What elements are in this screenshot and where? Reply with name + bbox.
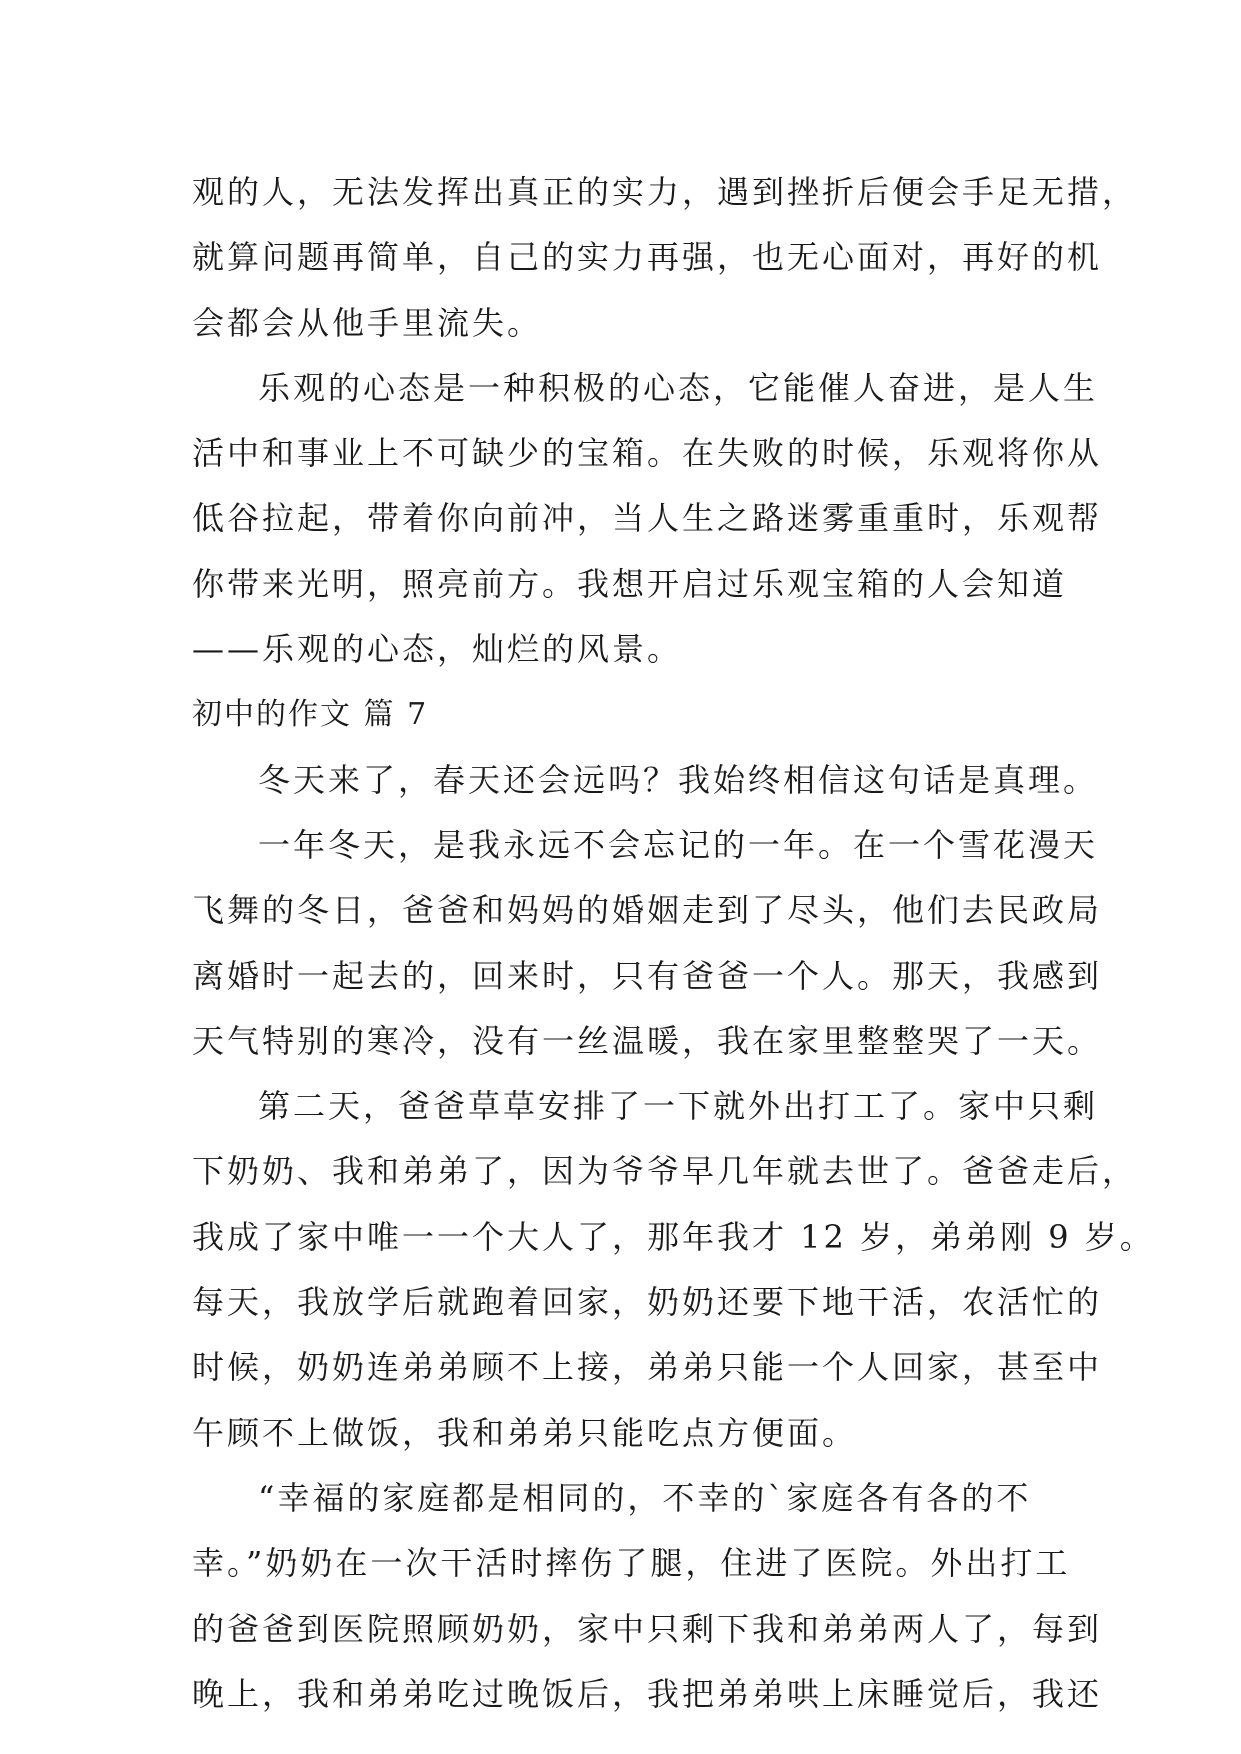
text-line: 离婚时一起去的，回来时，只有爸爸一个人。那天，我感到 [192,956,1103,995]
text-line: 会都会从他手里流失。 [192,303,543,342]
text-line: 的爸爸到医院照顾奶奶，家中只剩下我和弟弟两人了，每到 [192,1609,1103,1648]
text-line: 低谷拉起，带着你向前冲，当人生之路迷雾重重时，乐观帮 [192,499,1103,538]
text-line: 午顾不上做饭，我和弟弟只能吃点方便面。 [192,1413,858,1452]
paragraph-start-line: 冬天来了，春天还会远吗？我始终相信这句话是真理。 [258,760,1099,799]
text-line: 每天，我放学后就跑着回家，奶奶还要下地干活，农活忙的 [192,1283,1103,1322]
text-line: 活中和事业上不可缺少的宝箱。在失败的时候，乐观将你从 [192,434,1103,473]
text-line: ——乐观的心态，灿烂的风景。 [192,630,683,669]
paragraph-start-line: 第二天，爸爸草草安排了一下就外出打工了。家中只剩 [258,1087,1099,1126]
paragraph-start-line: 乐观的心态是一种积极的心态，它能催人奋进，是人生 [258,368,1099,407]
text-line: 下奶奶、我和弟弟了，因为爷爷早几年就去世了。爸爸走后， [192,1152,1138,1191]
section-heading: 初中的作文 篇 7 [192,697,429,733]
text-line: 就算问题再简单，自己的实力再强，也无心面对，再好的机 [192,238,1103,277]
paragraph-start-line: “幸福的家庭都是相同的，不幸的`家庭各有各的不 [258,1478,1032,1517]
text-line: 天气特别的寒冷，没有一丝温暖，我在家里整整哭了一天。 [192,1021,1103,1060]
text-line: 时候，奶奶连弟弟顾不上接，弟弟只能一个人回家，甚至中 [192,1348,1103,1387]
text-line: 幸。”奶奶在一次干活时摔伤了腿，住进了医院。外出打工 [192,1544,1071,1583]
text-line: 晚上，我和弟弟吃过晚饭后，我把弟弟哄上床睡觉后，我还 [192,1674,1103,1713]
text-line: 你带来光明，照亮前方。我想开启过乐观宝箱的人会知道 [192,564,1068,603]
text-line: 飞舞的冬日，爸爸和妈妈的婚姻走到了尽头，他们去民政局 [192,891,1103,930]
document-body [192,160,1155,1727]
paragraph-start-line: 一年冬天，是我永远不会忘记的一年。在一个雪花漫天 [258,825,1099,864]
text-line: 观的人，无法发挥出真正的实力，遇到挫折后便会手足无措， [192,173,1138,211]
text-line: 我成了家中唯一一个大人了，那年我才 12 岁，弟弟刚 9 岁。 [192,1217,1155,1256]
